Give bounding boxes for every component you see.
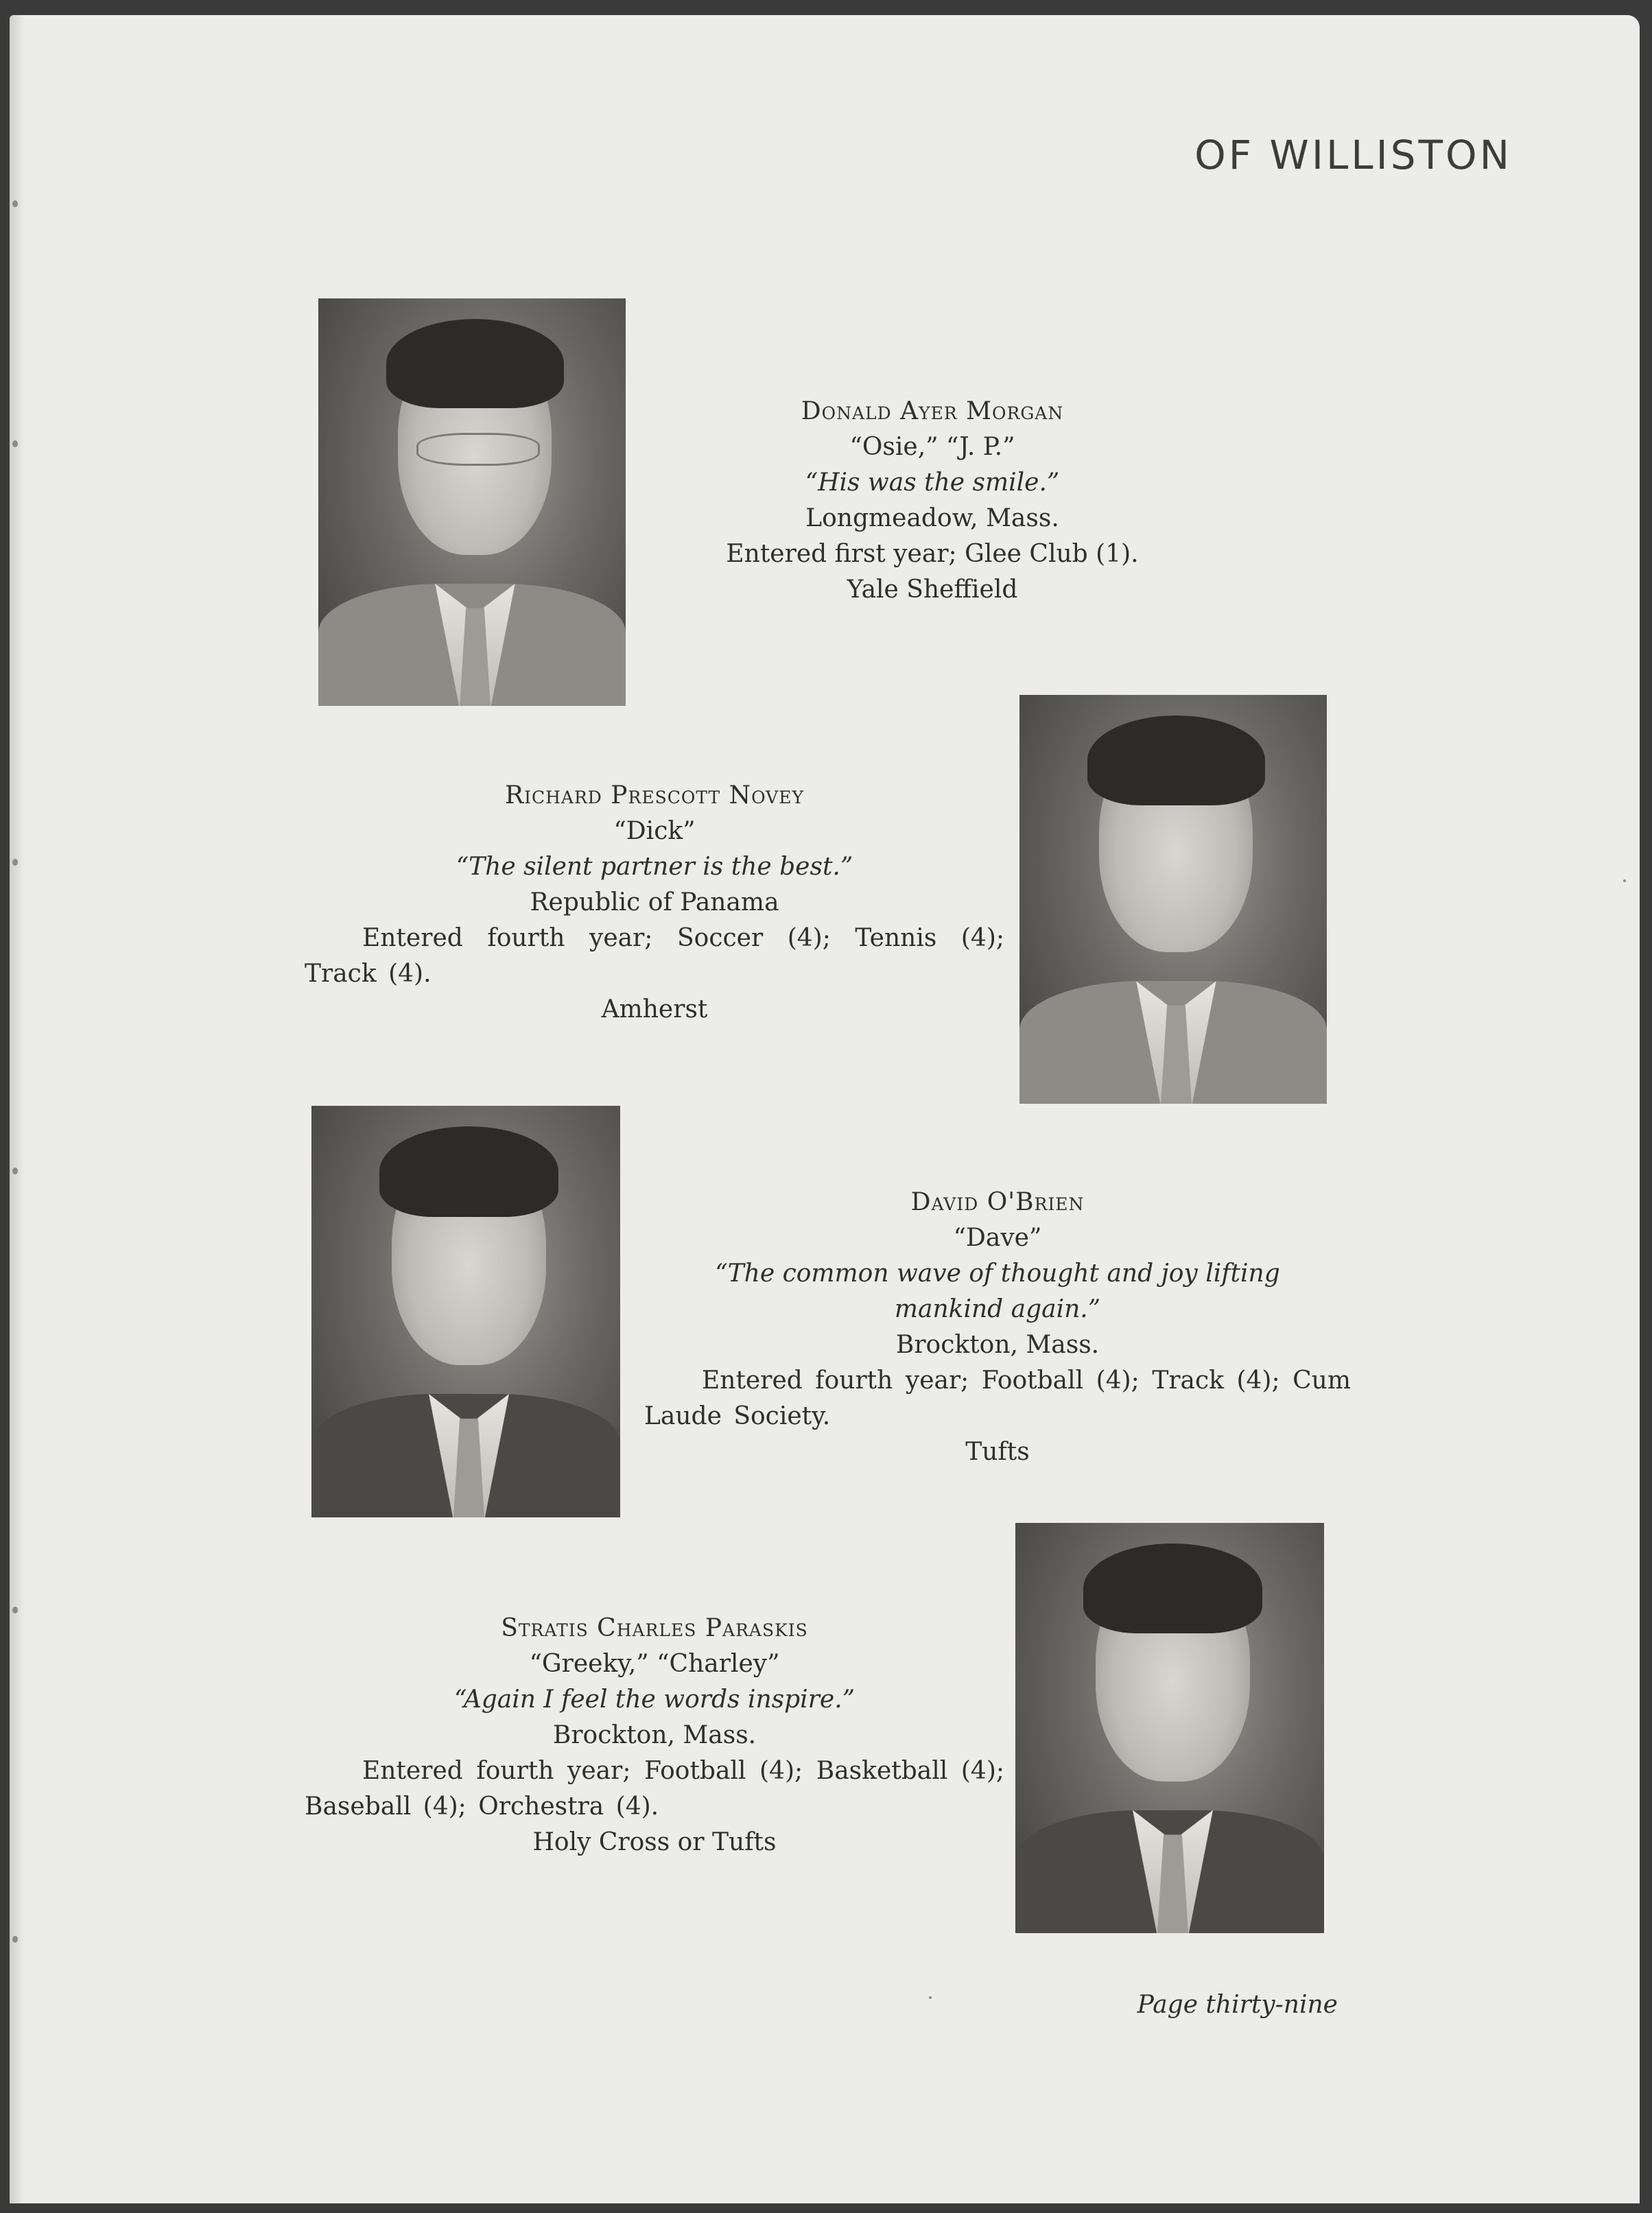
student-name: Richard Prescott Novey — [505, 781, 804, 809]
binding-hole — [12, 1168, 18, 1174]
binding-hole — [12, 440, 18, 447]
activities: Entered fourth year; Soccer (4); Tennis (4); Track (4). — [305, 924, 1004, 988]
activities: Entered fourth year; Football (4); Basketball (4); Baseball (4); Orchestra (4). — [305, 1757, 1004, 1821]
student-name: David O'Brien — [910, 1188, 1085, 1216]
portrait-photo-novey — [1019, 695, 1327, 1104]
activities: Entered fourth year; Football (4); Track (4); Cum Laude Society. — [644, 1366, 1351, 1430]
paper-speck — [929, 1996, 932, 1999]
hometown: Brockton, Mass. — [552, 1721, 757, 1749]
page-header-title: OF WILLISTON — [1194, 132, 1512, 178]
student-name: Stratis Charles Paraskis — [501, 1614, 808, 1642]
nicknames: “Dick” — [613, 817, 696, 845]
hometown: Brockton, Mass. — [895, 1331, 1100, 1359]
entry-paraskis — [305, 1611, 1004, 1860]
nicknames: “Dave” — [953, 1224, 1042, 1252]
binding-hole — [12, 1607, 18, 1613]
page-number: Page thirty-nine — [1137, 1991, 1338, 2019]
entry-obrien — [644, 1185, 1351, 1470]
quote: “His was the smile.” — [805, 469, 1060, 497]
quote: “The common wave of thought and joy lifting mankind again.” — [715, 1259, 1280, 1323]
entry-morgan — [703, 394, 1162, 608]
nicknames: “Greeky,” “Charley” — [529, 1650, 780, 1678]
college: Yale Sheffield — [847, 576, 1018, 604]
portrait-photo-obrien — [311, 1106, 620, 1517]
student-name: Donald Ayer Morgan — [801, 397, 1064, 425]
activities: Entered first year; Glee Club (1). — [726, 540, 1139, 568]
hometown: Republic of Panama — [530, 888, 779, 916]
college: Amherst — [601, 995, 708, 1023]
entry-novey — [305, 778, 1004, 1028]
portrait-photo-morgan — [318, 298, 626, 706]
quote: “The silent partner is the best.” — [456, 853, 853, 881]
yearbook-page — [10, 15, 1640, 2203]
hometown: Longmeadow, Mass. — [805, 504, 1059, 532]
binding-hole — [12, 200, 18, 207]
college: Holy Cross or Tufts — [532, 1828, 777, 1856]
portrait-photo-paraskis — [1015, 1523, 1324, 1933]
binding-hole — [12, 859, 18, 866]
nicknames: “Osie,” “J. P.” — [849, 433, 1015, 461]
college: Tufts — [965, 1438, 1030, 1466]
binding-hole — [12, 1936, 18, 1943]
paper-speck — [1623, 879, 1626, 882]
quote: “Again I feel the words inspire.” — [453, 1685, 856, 1714]
